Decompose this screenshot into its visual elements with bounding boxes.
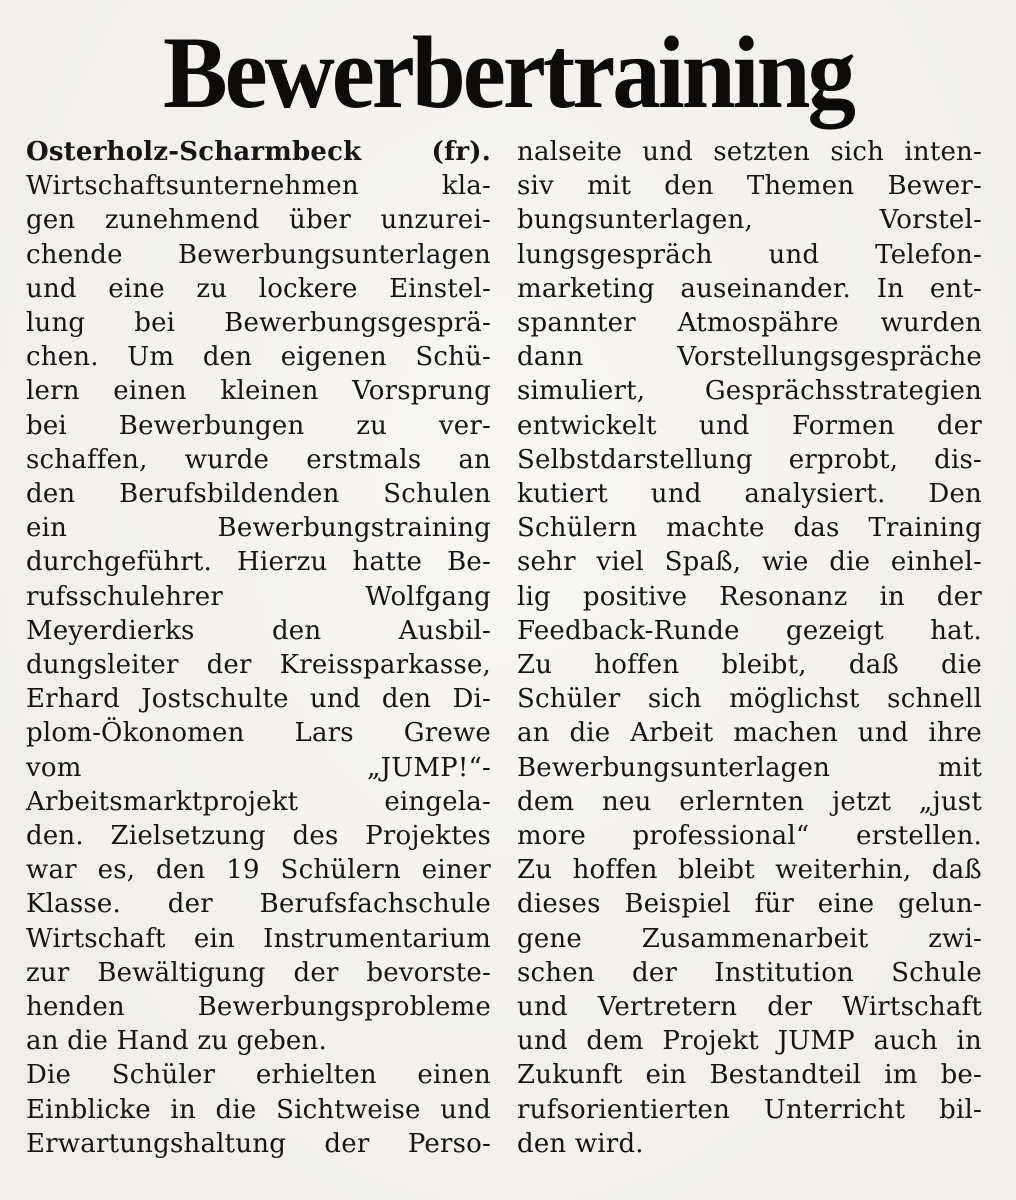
article-line: lig positive Resonanz in der	[517, 581, 982, 612]
article-line: lungsgespräch und Telefon-	[517, 239, 982, 270]
article-line: spannter Atmospähre wurden	[517, 307, 982, 338]
article-line: den Berufsbildenden Schulen	[26, 478, 491, 509]
article-line: Klasse. der Berufsfachschule	[26, 889, 491, 920]
article-line: marketing auseinander. In ent-	[517, 273, 982, 304]
article-body	[0, 119, 1016, 1161]
article-line: den. Zielsetzung des Projektes	[26, 821, 491, 851]
article-line: war es, den 19 Schülern einer	[26, 855, 491, 886]
article-line: dem neu erlernten jetzt „just	[517, 786, 982, 817]
article-line: an die Arbeit machen und ihre	[517, 718, 982, 749]
article-line: Zu hoffen bleibt, daß die	[517, 649, 982, 680]
article-line: more professional“ erstellen.	[517, 821, 982, 851]
article-line: sehr viel Spaß, wie die einhel-	[517, 547, 982, 578]
article-line: bei Bewerbungen zu ver-	[26, 410, 491, 441]
article-line: bungsunterlagen, Vorstel-	[517, 205, 982, 236]
article-column-right	[517, 135, 982, 1161]
article-line: schen der Institution Schule	[517, 957, 982, 988]
article-line: lung bei Bewerbungsgesprä-	[26, 307, 491, 338]
article-line: Erhard Jostschulte und den Di-	[26, 684, 491, 715]
article-line: Zu hoffen bleibt weiterhin, daß	[517, 855, 982, 886]
article-line: entwickelt und Formen der	[517, 410, 982, 441]
article-line: den wird.	[517, 1128, 644, 1159]
article-line: lern einen kleinen Vorsprung	[26, 376, 491, 407]
article-line: henden Bewerbungsprobleme	[26, 992, 491, 1023]
article-line: plom-Ökonomen Lars Grewe	[26, 718, 491, 749]
article-line: Selbstdarstellung erprobt, dis-	[517, 444, 982, 475]
article-line: simuliert, Gesprächsstrategien	[517, 376, 982, 407]
article-line: Bewerbungsunterlagen mit	[517, 752, 982, 783]
article-line: nalseite und setzten sich inten-	[517, 136, 982, 167]
article-line: schaffen, wurde erstmals an	[26, 444, 491, 475]
article-line: kutiert und analysiert. Den	[517, 478, 982, 509]
article-line: gene Zusammenarbeit zwi-	[517, 923, 982, 954]
article-line: Wirtschaftsunternehmen kla-	[26, 171, 491, 202]
article-line: Erwartungshaltung der Perso-	[26, 1128, 491, 1159]
article-line: gen zunehmend über unzurei-	[26, 205, 491, 236]
article-line: und eine zu lockere Einstel-	[26, 273, 491, 304]
article-line: rufsschulehrer Wolfgang	[26, 581, 491, 612]
article-line: dungsleiter der Kreissparkasse,	[26, 649, 491, 680]
article-headline: Bewerbertraining	[162, 15, 854, 130]
article-line: Feedback-Runde gezeigt hat.	[517, 615, 982, 646]
article-line: und Vertretern der Wirtschaft	[517, 992, 982, 1023]
article-line: Meyerdierks den Ausbil-	[26, 615, 491, 646]
article-line: siv mit den Themen Bewer-	[517, 171, 982, 202]
article-line: Zukunft ein Bestandteil im be-	[517, 1060, 982, 1091]
article-line: Arbeitsmarktprojekt eingela-	[26, 786, 491, 817]
article-line: zur Bewältigung der bevorste-	[26, 957, 491, 988]
article-line: Schüler sich möglichst schnell	[517, 684, 982, 715]
article-line: ein Bewerbungstraining	[26, 513, 491, 544]
article-line: chen. Um den eigenen Schü-	[26, 342, 491, 373]
article-line: an die Hand zu geben.	[26, 1026, 327, 1057]
article-line: vom „JUMP!“-	[26, 752, 491, 783]
article-line: durchgeführt. Hierzu hatte Be-	[26, 547, 491, 578]
article-line: Osterholz-Scharmbeck (fr).	[26, 136, 491, 167]
article-line: chende Bewerbungsunterlagen	[26, 239, 491, 270]
article-line: Die Schüler erhielten einen	[26, 1060, 491, 1091]
article-line: Einblicke in die Sichtweise und	[26, 1094, 491, 1125]
article-line: rufsorientierten Unterricht bil-	[517, 1094, 982, 1125]
article-line: dieses Beispiel für eine gelun-	[517, 889, 982, 920]
article-line: Wirtschaft ein Instrumentarium	[26, 923, 491, 954]
article-line: dann Vorstellungsgespräche	[517, 342, 982, 373]
article-line: und dem Projekt JUMP auch in	[517, 1026, 982, 1057]
article-column-left	[26, 135, 491, 1161]
article-line: Schülern machte das Training	[517, 513, 982, 544]
